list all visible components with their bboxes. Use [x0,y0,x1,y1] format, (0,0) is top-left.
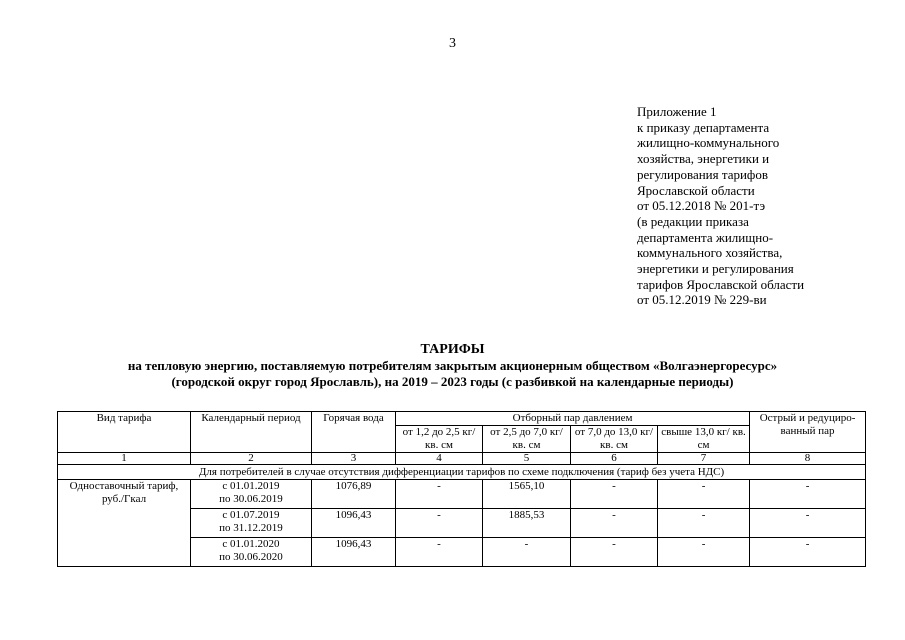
steam-4-cell: - [658,538,750,567]
hot-water-cell: 1096,43 [312,538,396,567]
column-number: 8 [750,453,866,465]
header-steam-3: от 7,0 до 13,0 кг/ кв. см [571,426,658,453]
appendix-line: регулирования тарифов [637,166,768,182]
period-from: с 01.01.2019 [222,480,280,492]
title-line-2: (городской округ город Ярославль), на 2019 – 2023 годы (с разбивкой на календарные периоды) [171,374,734,389]
table-row [58,480,866,509]
steam-1-cell: - [396,480,483,509]
hot-water-cell: 1076,89 [312,480,396,509]
period-cell [191,538,312,567]
sharp-steam-cell: - [750,480,866,509]
steam-2-cell: 1885,53 [483,509,571,538]
steam-3-cell: - [571,480,658,509]
appendix-line: Ярославской области [637,182,755,198]
period-cell [191,480,312,509]
appendix-block [637,104,877,308]
steam-2-cell: 1565,10 [483,480,571,509]
column-number: 1 [58,453,191,465]
appendix-line: жилищно-коммунального [637,135,780,151]
title-line-1: на тепловую энергию, поставляемую потребителям закрытым акционерным обществом «Волгаэнергоресурс» [127,358,778,373]
appendix-line: хозяйства, энергетики и [637,151,770,167]
steam-4-cell: - [658,509,750,538]
column-number: 4 [396,453,483,465]
steam-4-cell: - [658,480,750,509]
period-to: по 30.06.2020 [219,551,283,563]
page-number: 3 [449,36,456,51]
tariffs-table [57,411,866,567]
header-steam-4: свыше 13,0 кг/ кв. см [658,426,750,453]
appendix-line: департамента жилищно- [637,229,774,245]
section-title: Для потребителей в случае отсутствия дифференциации тарифов по схеме подключения (тариф без учета НДС) [58,465,866,480]
steam-2-cell: - [483,538,571,567]
column-number: 7 [658,453,750,465]
appendix-line: тарифов Ярославской области [637,276,805,292]
header-tariff-type: Вид тарифа [58,412,191,453]
steam-1-cell: - [396,509,483,538]
period-from: с 01.07.2019 [222,509,280,521]
column-number: 5 [483,453,571,465]
steam-3-cell: - [571,509,658,538]
header-steam-group: Отборный пар давлением [396,412,750,426]
header-steam-1: от 1,2 до 2,5 кг/ кв. см [396,426,483,453]
period-from: с 01.01.2020 [222,538,280,550]
sharp-steam-cell: - [750,509,866,538]
period-cell [191,509,312,538]
header-sharp-steam: Острый и редуциро-ванный пар [750,412,866,453]
appendix-line: коммунального хозяйства, [637,245,783,261]
appendix-line: Приложение 1 [637,104,717,119]
header-steam-2: от 2,5 до 7,0 кг/ кв. см [483,426,571,453]
column-number: 3 [312,453,396,465]
title-main: ТАРИФЫ [420,342,485,357]
steam-1-cell: - [396,538,483,567]
hot-water-cell: 1096,43 [312,509,396,538]
header-period: Календарный период [191,412,312,453]
header-hot-water: Горячая вода [312,412,396,453]
appendix-line: (в редакции приказа [637,213,749,229]
column-number: 2 [191,453,312,465]
column-number: 6 [571,453,658,465]
document-title [0,341,905,390]
tariff-type-cell: Одноставочный тариф, руб./Гкал [58,480,191,567]
appendix-line: от 05.12.2018 № 201-тэ [637,198,766,214]
period-to: по 31.12.2019 [219,522,283,534]
steam-3-cell: - [571,538,658,567]
period-to: по 30.06.2019 [219,493,283,505]
sharp-steam-cell: - [750,538,866,567]
appendix-line: от 05.12.2019 № 229-ви [637,292,767,308]
appendix-line: к приказу департамента [637,119,770,135]
appendix-line: энергетики и регулирования [637,261,794,277]
